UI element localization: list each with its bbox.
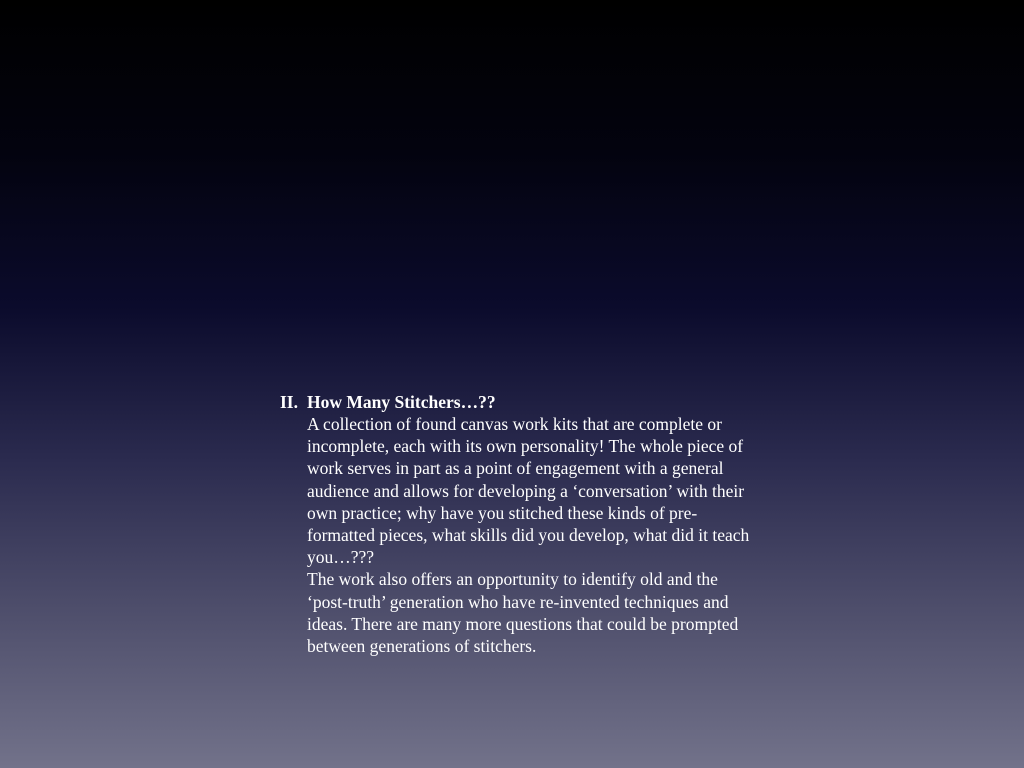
text-line: you…??? [307, 547, 375, 568]
text-line: ideas. There are many more questions that could be prompted [307, 613, 739, 634]
text-line: work serves in part as a point of engagement with a general [307, 458, 724, 479]
text-line: formatted pieces, what skills did you develop, what did it teach [307, 525, 750, 546]
slide-content [280, 391, 800, 657]
text-line: incomplete, each with its own personality! The whole piece of [307, 436, 744, 457]
paragraph-1 [307, 413, 800, 568]
section-title: How Many Stitchers…?? [307, 392, 496, 412]
section-body [307, 413, 800, 657]
paragraph-2 [307, 568, 800, 657]
text-line: A collection of found canvas work kits that are complete or [307, 414, 723, 434]
section-heading [280, 391, 800, 413]
text-line: The work also offers an opportunity to identify old and the [307, 569, 718, 590]
section-number: II. [280, 392, 298, 412]
text-line: ‘post-truth’ generation who have re-invented techniques and [307, 591, 729, 612]
text-line: between generations of stitchers. [307, 636, 537, 657]
text-line: audience and allows for developing a ‘conversation’ with their [307, 480, 745, 501]
text-line: own practice; why have you stitched these kinds of pre- [307, 502, 698, 523]
